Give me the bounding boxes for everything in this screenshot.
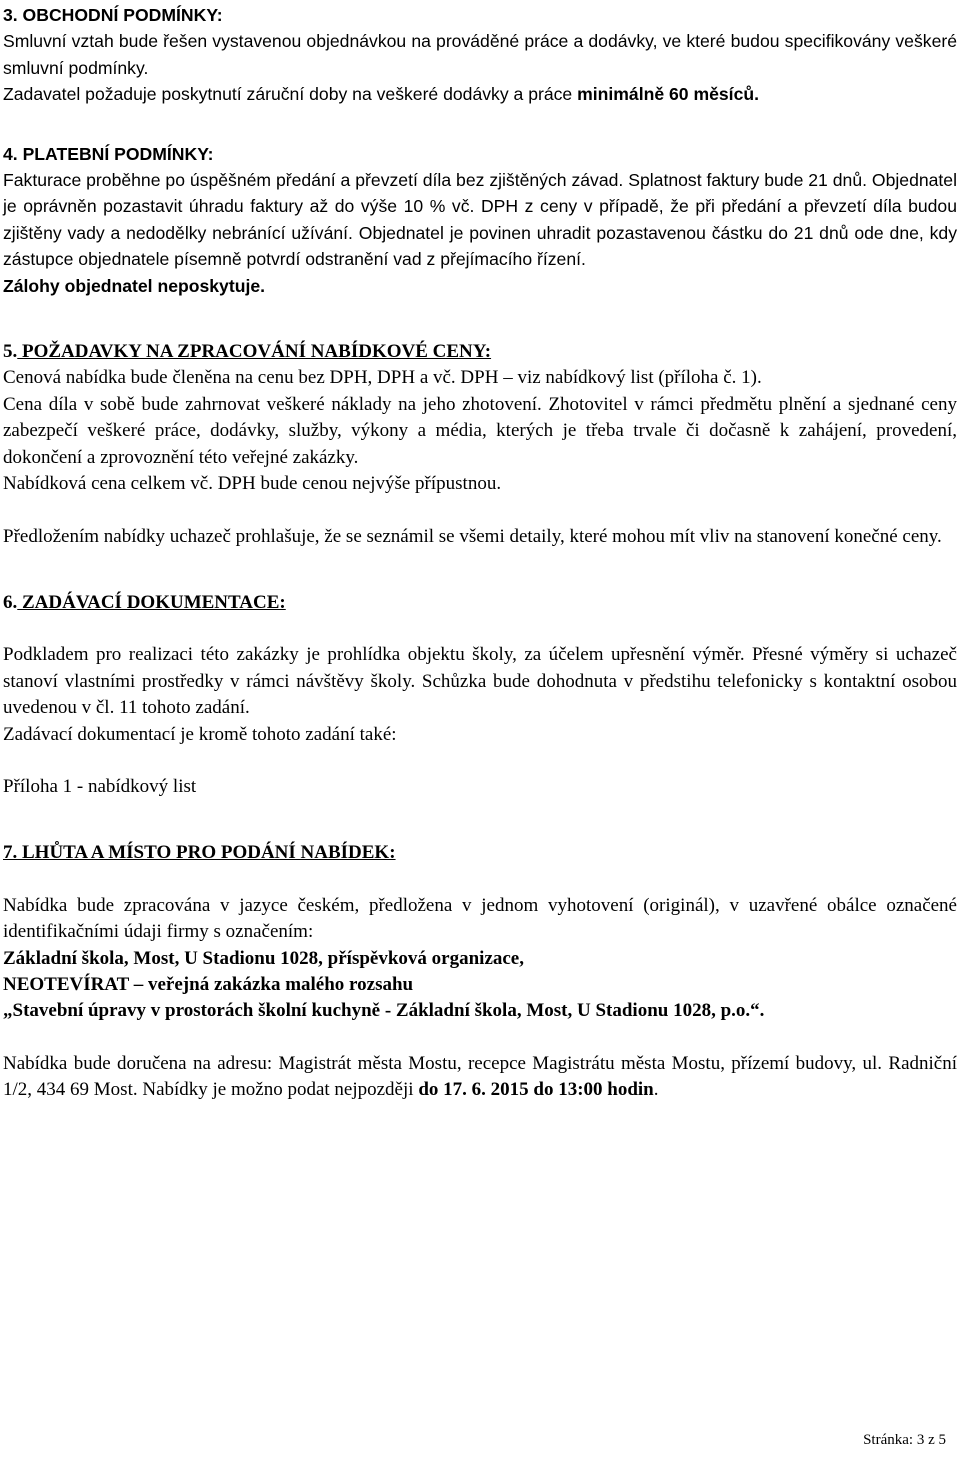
section-5-line: Cenová nabídka bude členěna na cenu bez DPH, DPH a vč. DPH – viz nabídkový list (příloha č. 1). [3,367,762,389]
section-5-para: Cena díla v sobě bude zahrnovat veškeré náklady na jeho zhotovení. Zhotovitel v rámci předmětu plnění a sjednané ceny zabezpečí veškeré práce, dodávky, služby, výkony a média, kterých je třeba trvale či dočasně k zahájení, provedení, dokončení a zprovoznění této veřejné zakázky. [3,393,957,468]
address-text: Nabídka bude doručena na adresu: Magistrát města Mostu, recepce Magistrátu města Mostu, přízemí budovy, ul. Radniční 1/2, 434 69 Most. Nabídky je možno podat nejpozději [3,1052,957,1101]
page-number: Stránka: 3 z 5 [863,1432,946,1448]
deadline: do 17. 6. 2015 do 13:00 hodin [418,1079,654,1101]
section-5-title [3,339,957,365]
section-5 [3,339,957,550]
section-3-warranty [3,81,957,107]
section-5-total: Nabídková cena celkem vč. DPH bude cenou nejvýše přípustnou. [3,473,502,495]
warranty-text: Zadavatel požaduje poskytnutí záruční doby na veškeré dodávky a práce [3,84,578,105]
section-7-label-1: Základní škola, Most, U Stadionu 1028, příspěvková organizace, [3,947,524,969]
section-6-line: Zadávací dokumentací je kromě tohoto zadání také: [3,723,397,745]
section-4-bold-line: Zálohy objednatel neposkytuje. [3,275,265,296]
section-7-address [3,1051,957,1104]
section-5-declaration: Předložením nabídky uchazeč prohlašuje, že se seznámil se všemi detaily, které mohou mít vliv na stanovení konečné ceny. [3,525,942,547]
warranty-period: minimálně 60 měsíců. [577,84,759,105]
address-end: . [653,1079,659,1101]
section-4-text: Fakturace proběhne po úspěšném předání a převzetí díla bez zjištěných závad. Splatnost faktury bude 21 dnů. Objednatel je oprávněn pozastavit úhradu faktury až do výše 10 % vč. DPH z ceny v případě, že při předání a převzetí díla budou zjištěny vady a nedodělky nebránící užívání. Objednatel je povinen uhradit pozastavenou částku do 21 dnů ode dne, kdy zástupce objednatele písemně potvrdí odstranění vad z přejímacího řízení. [3,170,957,270]
section-4 [3,141,957,299]
section-6 [3,590,957,800]
section-4-number: 4. [3,143,18,164]
section-4-title [3,141,957,167]
document-page [3,2,957,1104]
section-3-title: 3. OBCHODNÍ PODMÍNKY: [3,5,223,25]
section-4-title-text: PLATEBNÍ PODMÍNKY: [17,143,214,164]
section-6-attachment: Příloha 1 - nabídkový list [3,775,197,797]
section-5-number: 5. [3,341,18,363]
section-3 [3,2,957,108]
section-7-label-2: NEOTEVÍRAT – veřejná zakázka malého rozsahu [3,973,414,995]
section-7-label-3: „Stavební úpravy v prostorách školní kuchyně - Základní škola, Most, U Stadionu 1028, p.o.“. [3,1000,765,1022]
section-6-number: 6. [3,591,18,613]
section-7-title: 7. LHŮTA A MÍSTO PRO PODÁNÍ NABÍDEK: [3,842,396,864]
section-6-title [3,590,957,616]
section-6-title-text: ZADÁVACÍ DOKUMENTACE: [17,591,286,613]
section-7 [3,840,957,1103]
section-3-text: Smluvní vztah bude řešen vystavenou objednávkou na prováděné práce a dodávky, ve které budou specifikovány veškeré smluvní podmínky. [3,31,957,78]
section-7-para: Nabídka bude zpracována v jazyce českém, předložena v jednom vyhotovení (originál), v uzavřené obálce označené identifikačními údaji firmy s označením: [3,894,957,943]
section-5-title-text: POŽADAVKY NA ZPRACOVÁNÍ NABÍDKOVÉ CENY: [17,341,492,363]
section-6-para: Podkladem pro realizaci této zakázky je prohlídka objektu školy, za účelem upřesnění výměr. Přesné výměry si uchazeč stanoví vlastními prostředky v rámci návštěvy školy. Schůzka bude dohodnuta v předstihu telefonicky s kontaktní osobou uvedenou v čl. 11 tohoto zadání. [3,644,957,719]
